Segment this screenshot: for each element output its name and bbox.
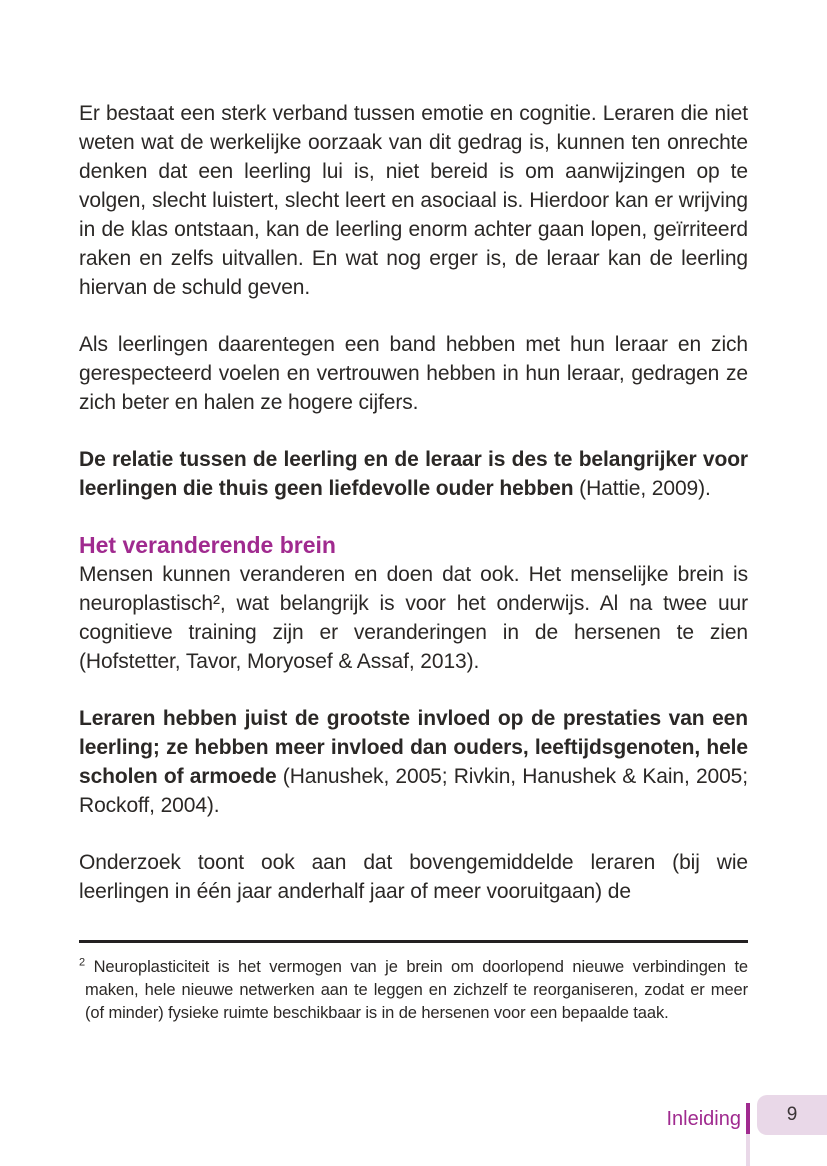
footnote-text: Neuroplasticiteit is het vermogen van je brein om doorlopend nieuwe verbindingen te maken, hele nieuwe netwerken aan te leggen en zichzelf te reorganiseren, zodat er meer (of minder) fysieke ruimte beschikbaar is in de hersenen voor een bepaalde taak. xyxy=(85,958,749,1022)
paragraph-bovengemiddelde-leraren: Onderzoek toont ook aan dat bovengemiddelde leraren (bij wie leerlingen in één jaar anderhalf jaar of meer vooruitgaan) de xyxy=(79,851,748,903)
page-number-badge xyxy=(757,1095,827,1135)
citation-hattie: (Hattie, 2009). xyxy=(573,477,711,500)
paragraph-relatie-leerling-leraar xyxy=(79,445,748,503)
paragraph-invloed-leraren xyxy=(79,704,748,820)
running-footer-section-label: Inleiding xyxy=(666,1108,741,1130)
citation-hanushek: (Hanushek, 2005; Rivkin, Hanushek & Kain, 2005; Rockoff, 2004). xyxy=(79,765,748,817)
bold-statement-invloed: Leraren hebben juist de grootste invloed op de prestaties van een leerling; ze hebben meer invloed dan ouders, leeftijdsgenoten, hele scholen of armoede xyxy=(79,707,748,788)
bold-statement-relatie: De relatie tussen de leerling en de leraar is des te belangrijker voor leerlingen die thuis geen liefdevolle ouder hebben xyxy=(79,448,748,500)
footer-accent-bar-light xyxy=(746,1134,750,1166)
paragraph-neuroplasticiteit: Mensen kunnen veranderen en doen dat ook. Het menselijke brein is neuroplastisch², wat belangrijk is voor het onderwijs. Al na twee uur cognitieve training zijn er veranderingen in de hersenen te zien (Hofstetter, Tavor, Moryosef & Assaf, 2013). xyxy=(79,563,748,673)
footer-accent-bar xyxy=(746,1103,750,1134)
section-heading-veranderende-brein: Het veranderende brein xyxy=(79,532,336,558)
footnote-marker: 2 xyxy=(79,956,86,969)
page-content xyxy=(79,99,748,1025)
paragraph-band-met-leraar: Als leerlingen daarentegen een band hebben met hun leraar en zich gerespecteerd voelen en vertrouwen hebben in hun leraar, gedragen ze zich beter en halen ze hogere cijfers. xyxy=(79,333,748,414)
footnote-divider xyxy=(79,940,748,943)
page-number: 9 xyxy=(786,1104,798,1125)
paragraph-emotie-cognitie: Er bestaat een sterk verband tussen emotie en cognitie. Leraren die niet weten wat de werkelijke oorzaak van dit gedrag is, kunnen ten onrechte denken dat een leerling lui is, niet bereid is om aanwijzingen op te volgen, slecht luistert, slecht leert en asociaal is. Hierdoor kan er wrijving in de klas ontstaan, kan de leerling enorm achter gaan lopen, geïrriteerd raken en zelfs uitvallen. En wat nog erger is, de leraar kan de leerling hiervan de schuld geven. xyxy=(79,102,748,299)
footnote xyxy=(79,956,748,1025)
